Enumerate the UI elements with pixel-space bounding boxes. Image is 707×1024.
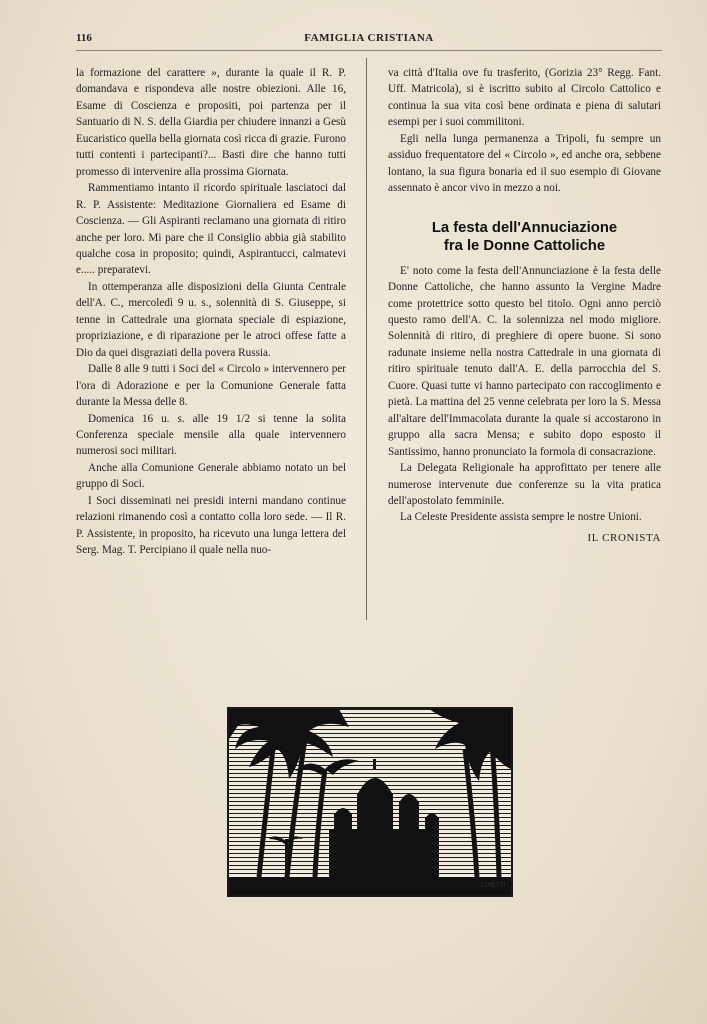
silhouette-illustration	[227, 707, 513, 897]
left-column	[76, 65, 346, 559]
paragraph: Domenica 16 u. s. alle 19 1/2 si tenne la solita Conferenza speciale mensile alla quale intervennero numerosi soci militari.	[76, 412, 346, 458]
headline-line: La festa dell'Annuciazione	[431, 219, 618, 236]
page-header	[76, 30, 662, 51]
artist-signature: ZANETTI	[480, 883, 505, 889]
paragraph: Anche alla Comunione Generale abbiamo notato un bel gruppo di Soci.	[76, 461, 346, 491]
paragraph: va città d'Italia ove fu trasferito, (Gorizia 23° Regg. Fant. Uff. Matricola), si è iscritto subito al Circolo Cattolico e continua la sua vita così bene ordinata e piena di salutari esempi per i suoi commilitoni.	[388, 67, 661, 129]
paragraph: E' noto come la festa dell'Annunciazione è la festa delle Donne Cattoliche, che hanno assunto la Vergine Madre come protettrice sotto questo bel titolo. Ogni anno perciò questo ramo dell'A. C. la solennizza nel modo migliore. Solennità di ritiro, di preghiere di opere buone. Si sono radunate insieme nella nostra Cattedrale in una giornata di ritiro spirituale tenuto dall'A. E. della parrocchia del S. Cuore. Quasi tutte vi hanno partecipato con raccoglimento e pietà. La mattina del 25 venne celebrata per loro la S. Messa all'altare dell'Immacolata durante la quale si accostarono in gruppo alla sacra Mensa; e subito dopo esposto il Santissimo, hanno pronunciato la formola di consacrazione.	[388, 264, 661, 458]
paragraph: La Delegata Religionale ha approfittato per tenere alle numerose intervenute due conferenze su la vita pratica dell'apostolato femminile.	[388, 462, 661, 507]
page-number: 116	[76, 32, 92, 44]
mosque-palms-silhouette	[229, 709, 511, 895]
paragraph: Dalle 8 alle 9 tutti i Soci del « Circolo » intervennero per l'ora di Adorazione e per la Comunione Generale fatta durante la Messa delle 8.	[76, 363, 346, 409]
paragraph: Rammentiamo intanto il ricordo spirituale lasciatoci dal R. P. Assistente: Meditazione Giornaliera ed Esame di Coscienza. — Gli Aspiranti reclamano una giornata di ritiro anche per loro. Mi pare che il Consiglio abbia già stabilito qualche cosa in proposito; quindi, Aspirantucci, calmatevi e..... preparatevi.	[76, 182, 346, 277]
headline-line: fra le Donne Cattoliche	[443, 237, 606, 254]
journal-title: FAMIGLIA CRISTIANA	[304, 32, 434, 44]
paragraph: La Celeste Presidente assista sempre le nostre Unioni.	[400, 511, 642, 524]
right-column	[388, 65, 661, 546]
paragraph: I Soci disseminati nei presidi interni mandano continue relazioni rimanendo così a contatto colla loro sede. — Il R. P. Assistente, in proposito, ha ricevuto una lunga lettera del Serg. Mag. T. Percipiano il quale nella nuo-	[76, 494, 346, 557]
paragraph: Egli nella lunga permanenza a Tripoli, fu sempre un assiduo frequentatore del « Circolo », ed anche ora, sebbene lontano, la sua figura bonaria ed il suo esempio di Giovane assennato è ancor vivo in mezzo a noi.	[388, 132, 661, 195]
column-divider	[366, 58, 367, 620]
article-signature: IL CRONISTA	[587, 531, 661, 544]
paragraph: In ottemperanza alle disposizioni della Giunta Centrale dell'A. C., mercoledì 9 u. s., solennità di S. Giuseppe, si tenne in Cattedrale una giornata speciale di espiazione, propriziazione, e di riparazione per le atroci offese fatte a Dio da quei disgraziati della povera Russia.	[76, 280, 346, 359]
article-headline	[388, 219, 661, 255]
paragraph: la formazione del carattere », durante la quale il R. P. domandava e rispondeva alle nostre obiezioni. Alle 16, Esame di Coscienza e propositi, poi partenza per il Santuario di N. S. della Giardia per chiudere innanzi a Gesù Eucaristico quella bella giornata così ricca di grazie. Furono tutti contenti i partecipanti?... Basti dire che hanno tutti promesso di intervenire alla prossima Giornata.	[76, 67, 346, 178]
